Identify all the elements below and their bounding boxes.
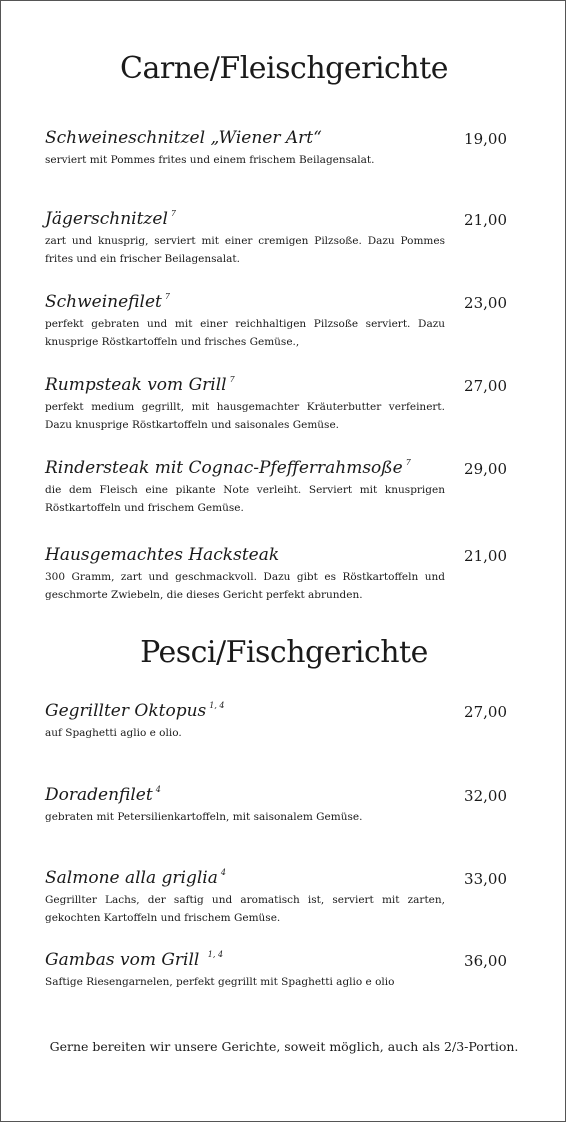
dish-description: Gegrillter Lachs, der saftig und aromatisch ist, serviert mit zarten, gekochten Kartoffeln und frischem Gemüse.: [45, 894, 445, 924]
dish-name: Jägerschnitzel: [45, 209, 168, 229]
dish-name: Schweineschnitzel „Wiener Art“: [45, 128, 322, 148]
dish-description: zart und knusprig, serviert mit einer cremigen Pilzsoße. Dazu Pommes frites und ein frischer Beilagensalat.: [45, 235, 445, 265]
dish-description: Saftige Riesengarnelen, perfekt gegrillt mit Spaghetti aglio e olio: [45, 976, 395, 988]
dish-description: gebraten mit Petersilienkartoffeln, mit saisonalem Gemüse.: [45, 811, 363, 823]
portion-note: Gerne bereiten wir unsere Gerichte, soweit möglich, auch als 2/3-Portion.: [49, 1039, 519, 1054]
dish-name: Doradenfilet: [45, 785, 153, 805]
menu-item: [45, 457, 507, 517]
dish-price: 36,00: [464, 952, 507, 970]
allergen-note: 7: [405, 458, 411, 467]
allergen-note: 4: [220, 868, 226, 877]
allergen-note: 1, 4: [207, 950, 224, 959]
dish-description: die dem Fleisch eine pikante Note verleiht. Serviert mit knusprigen Röstkartoffeln und frischem Gemüse.: [45, 484, 445, 514]
allergen-note: 7: [229, 375, 235, 384]
dish-price: 27,00: [464, 377, 507, 395]
allergen-note: 7: [170, 209, 176, 218]
dish-name: Schweinefilet: [45, 292, 162, 312]
dish-price: 32,00: [464, 787, 507, 805]
menu-item: [45, 544, 507, 604]
dish-name: Rindersteak mit Cognac-Pfefferrahmsoße: [45, 458, 403, 478]
dish-name: Gegrillter Oktopus: [45, 701, 207, 721]
allergen-note: 7: [164, 292, 170, 301]
menu-item: [45, 867, 507, 927]
dish-description: 300 Gramm, zart und geschmackvoll. Dazu gibt es Röstkartoffeln und geschmorte Zwiebeln, die dieses Gericht perfekt abrunden.: [45, 571, 445, 601]
dish-description: perfekt medium gegrillt, mit hausgemachter Kräuterbutter verfeinert. Dazu knusprige Röstkartoffeln und saisonales Gemüse.: [45, 401, 445, 431]
dish-name: Rumpsteak vom Grill: [45, 375, 227, 395]
section-title-meat: Carne/Fleischgerichte: [120, 51, 448, 86]
menu-item: [45, 208, 507, 268]
dish-name: Salmone alla griglia: [45, 868, 218, 888]
dish-price: 29,00: [464, 460, 507, 478]
menu-item: [45, 127, 507, 169]
dish-price: 19,00: [464, 130, 507, 148]
section-title-fish: Pesci/Fischgerichte: [140, 635, 428, 670]
dish-price: 33,00: [464, 870, 507, 888]
dish-price: 21,00: [464, 547, 507, 565]
allergen-note: 1, 4: [209, 701, 225, 710]
dish-description: auf Spaghetti aglio e olio.: [45, 727, 182, 739]
allergen-note: 4: [155, 785, 161, 794]
dish-name: Hausgemachtes Hacksteak: [45, 545, 280, 565]
menu-item: [45, 291, 507, 351]
dish-price: 23,00: [464, 294, 507, 312]
dish-name: Gambas vom Grill: [45, 950, 205, 970]
menu-item: [45, 374, 507, 434]
dish-description: perfekt gebraten und mit einer reichhaltigen Pilzsoße serviert. Dazu knusprige Röstkartoffeln und frisches Gemüse.,: [45, 318, 445, 348]
menu-item: [45, 784, 507, 826]
menu-item: [45, 700, 507, 742]
menu-item: [45, 949, 507, 991]
dish-price: 21,00: [464, 211, 507, 229]
dish-description: serviert mit Pommes frites und einem frischem Beilagensalat.: [45, 154, 375, 166]
dish-price: 27,00: [464, 703, 507, 721]
